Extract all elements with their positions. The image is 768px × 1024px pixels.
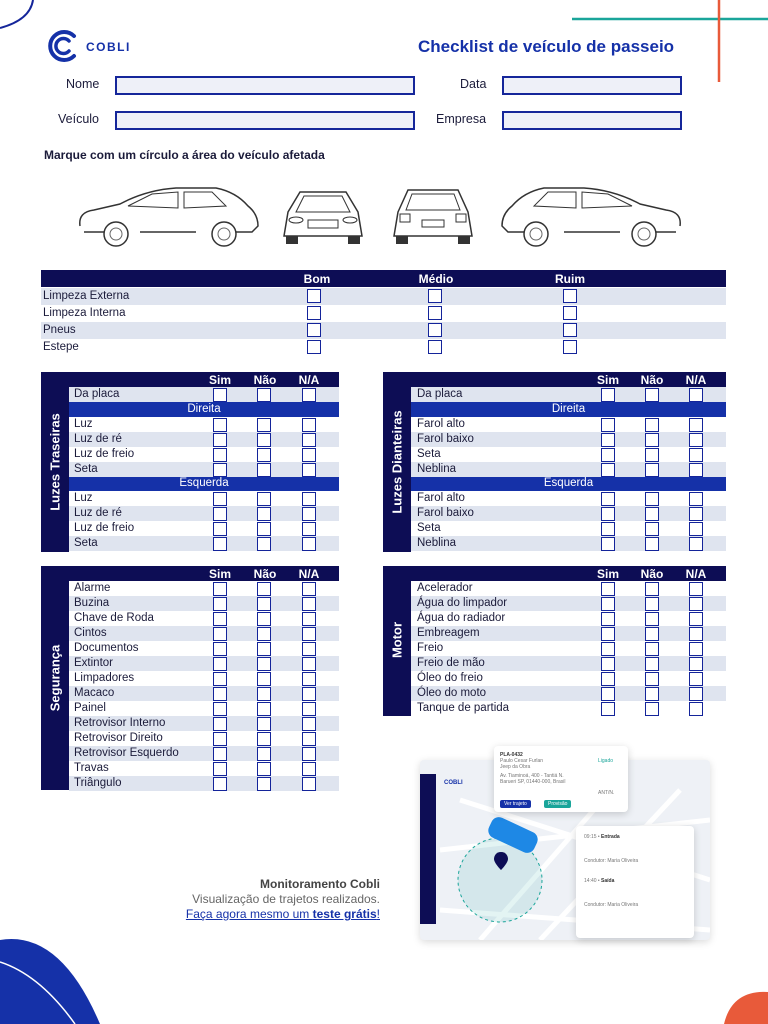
front_lights-checkbox-r1-2[interactable] [689,433,703,447]
rear-lights-title: Luzes Traseiras [47,413,63,511]
safety-checkbox-10-2[interactable] [302,732,316,746]
front_lights-checkbox-top-0[interactable] [601,388,615,402]
rear_lights-checkbox-r0-2[interactable] [302,418,316,432]
safety-row-13: Triângulo [74,777,122,789]
rear_lights-checkbox-r3-1[interactable] [257,463,271,477]
checkbox-ruim-2[interactable] [563,323,577,337]
front_lights-checkbox-l2-0[interactable] [601,522,615,536]
safety-checkbox-2-2[interactable] [302,612,316,626]
safety-checkbox-10-0[interactable] [213,732,227,746]
front_lights-checkbox-r1-1[interactable] [645,433,659,447]
safety-checkbox-4-2[interactable] [302,642,316,656]
front-col-sim: Sim [596,373,619,387]
engine-checkbox-1-1[interactable] [645,597,659,611]
map-pin-icon [494,852,508,875]
instruction-text: Marque com um círculo a área do veículo afetada [44,148,325,162]
engine-row-7: Óleo do moto [417,687,487,699]
rear_lights-checkbox-r1-1[interactable] [257,433,271,447]
engine-row-8: Tanque de partida [417,702,510,714]
trip-exit: 14:40 • Saída [584,878,615,884]
front_lights-row-r0: Farol alto [417,418,465,430]
promo-title: Monitoramento Cobli [260,877,380,891]
front_lights-checkbox-l1-1[interactable] [645,507,659,521]
safety-row-3: Cintos [74,627,107,639]
engine-checkbox-6-2[interactable] [689,672,703,686]
trip-entry: 09:15 • Entrada [584,834,620,840]
safety-checkbox-7-2[interactable] [302,687,316,701]
nome-label: Nome [66,77,100,91]
rear_lights-row-r3: Seta [74,463,98,475]
engine-checkbox-8-1[interactable] [645,702,659,716]
safety-checkbox-11-2[interactable] [302,747,316,761]
engine-checkbox-4-0[interactable] [601,642,615,656]
car-right-side-drawing [498,184,684,250]
rear_lights-row-l0: Luz [74,492,93,504]
rear_lights-checkbox-l3-2[interactable] [302,537,316,551]
nome-field[interactable] [115,76,415,95]
safety-checkbox-10-1[interactable] [257,732,271,746]
front_lights-row-top: Da placa [417,388,463,400]
front_lights-checkbox-l2-1[interactable] [645,522,659,536]
rear-left-label: Esquerda [179,477,229,489]
safety-row-10: Retrovisor Direito [74,732,163,744]
safety-row-9: Retrovisor Interno [74,717,166,729]
engine-checkbox-3-0[interactable] [601,627,615,641]
front_lights-checkbox-r3-0[interactable] [601,463,615,477]
rear_lights-checkbox-top-0[interactable] [213,388,227,402]
popup-vehicle: Jeep da Obra [500,764,531,770]
front_lights-checkbox-l1-0[interactable] [601,507,615,521]
condition-header [41,270,726,287]
checkbox-bom-2[interactable] [307,323,321,337]
safety-checkbox-2-0[interactable] [213,612,227,626]
rear_lights-checkbox-l2-1[interactable] [257,522,271,536]
engine-checkbox-4-2[interactable] [689,642,703,656]
row-pneus: Pneus [43,324,76,336]
rear_lights-row-r1: Luz de ré [74,433,122,445]
front_lights-checkbox-top-2[interactable] [689,388,703,402]
rear_lights-checkbox-l0-0[interactable] [213,492,227,506]
app-brand: COBLI [444,780,463,786]
col-ruim: Ruim [555,272,585,286]
safety-checkbox-12-1[interactable] [257,762,271,776]
front-left-label: Esquerda [543,477,594,489]
safety-checkbox-6-2[interactable] [302,672,316,686]
checkbox-ruim-0[interactable] [563,289,577,303]
front_lights-checkbox-l0-0[interactable] [601,492,615,506]
rear_lights-checkbox-l1-0[interactable] [213,507,227,521]
front_lights-row-l0: Farol alto [417,492,465,504]
safety-row-12: Travas [74,762,109,774]
rear_lights-checkbox-l3-1[interactable] [257,537,271,551]
front_lights-row-r3: Neblina [417,463,456,475]
safety-checkbox-11-0[interactable] [213,747,227,761]
safety-checkbox-13-1[interactable] [257,777,271,791]
rear_lights-checkbox-l1-1[interactable] [257,507,271,521]
engine-checkbox-2-1[interactable] [645,612,659,626]
safety-row-0: Alarme [74,582,111,594]
popup-status-on: Ligado [598,758,614,764]
safety-checkbox-11-1[interactable] [257,747,271,761]
safety-checkbox-12-0[interactable] [213,762,227,776]
trip-card [576,826,694,938]
engine-checkbox-6-1[interactable] [645,672,659,686]
safety-checkbox-12-2[interactable] [302,762,316,776]
engine-checkbox-4-1[interactable] [645,642,659,656]
safety-checkbox-3-0[interactable] [213,627,227,641]
popup-driver: Paulo Cesar Furlan [500,758,544,764]
front_lights-row-r1: Farol baixo [417,433,474,445]
front-right-label: Direita [551,403,586,415]
engine-row-1: Água do limpador [417,597,508,609]
engine-checkbox-2-0[interactable] [601,612,615,626]
veiculo-field[interactable] [115,111,415,130]
safety-checkbox-9-1[interactable] [257,717,271,731]
engine-checkbox-0-1[interactable] [645,582,659,596]
rear_lights-checkbox-top-1[interactable] [257,388,271,402]
veiculo-label: Veículo [58,112,100,126]
rear_lights-checkbox-l3-0[interactable] [213,537,227,551]
trip-exit-driver: Condutor: Maria Oliveira [584,902,639,908]
app-sidebar [420,774,436,924]
safety-title: Segurança [47,644,63,712]
bottom-right-blob [724,992,768,1024]
checkbox-bom-3[interactable] [307,340,321,354]
row-limpeza-interna: Limpeza Interna [43,307,126,319]
rear_lights-checkbox-l1-2[interactable] [302,507,316,521]
rear_lights-checkbox-l2-2[interactable] [302,522,316,536]
safety-row-8: Painel [74,702,106,714]
safety-checkbox-1-1[interactable] [257,597,271,611]
safety-col-sim: Sim [208,567,231,581]
safety-col-nao: Não [253,567,277,581]
safety-row-4: Documentos [74,642,139,654]
rear_lights-checkbox-r3-2[interactable] [302,463,316,477]
engine-checkbox-1-0[interactable] [601,597,615,611]
engine-checkbox-8-0[interactable] [601,702,615,716]
rear_lights-checkbox-r1-2[interactable] [302,433,316,447]
front_lights-checkbox-l0-1[interactable] [645,492,659,506]
engine-row-4: Freio [417,642,444,654]
rear-right-label: Direita [187,403,221,415]
safety-checkbox-8-1[interactable] [257,702,271,716]
safety-row-1: Buzina [74,597,110,609]
checkbox-bom-1[interactable] [307,306,321,320]
engine-checkbox-0-2[interactable] [689,582,703,596]
engine-col-sim: Sim [596,567,619,581]
engine-row-0: Acelerador [417,582,473,594]
safety-checkbox-8-2[interactable] [302,702,316,716]
front_lights-checkbox-l2-2[interactable] [689,522,703,536]
rear-col-sim: Sim [208,373,231,387]
engine-checkbox-0-0[interactable] [601,582,615,596]
engine-checkbox-3-1[interactable] [645,627,659,641]
rear_lights-checkbox-r2-0[interactable] [213,448,227,462]
empresa-label: Empresa [436,112,487,126]
safety-checkbox-1-2[interactable] [302,597,316,611]
engine-col-nao: Não [640,567,664,581]
front_lights-checkbox-r1-0[interactable] [601,433,615,447]
rear_lights-row-l3: Seta [74,537,98,549]
bottom-left-wave [0,939,100,1024]
front_lights-row-l1: Farol baixo [417,507,474,519]
safety-row-6: Limpadores [74,672,135,684]
checkbox-medio-1[interactable] [428,306,442,320]
checkbox-ruim-3[interactable] [563,340,577,354]
safety-checkbox-2-1[interactable] [257,612,271,626]
front_lights-row-l2: Seta [417,522,441,534]
front_lights-row-l3: Neblina [417,537,456,549]
checkbox-medio-2[interactable] [428,323,442,337]
safety-checkbox-0-1[interactable] [257,582,271,596]
top-left-arc [0,0,33,28]
front_lights-checkbox-r2-0[interactable] [601,448,615,462]
col-medio: Médio [418,272,454,286]
safety-checkbox-13-2[interactable] [302,777,316,791]
front_lights-checkbox-r0-1[interactable] [645,418,659,432]
safety-checkbox-5-1[interactable] [257,657,271,671]
engine-checkbox-8-2[interactable] [689,702,703,716]
engine-row-6: Óleo do freio [417,672,483,684]
popup-route-button[interactable]: Ver trajeto [500,800,531,808]
rear-col-nao: Não [253,373,277,387]
rear_lights-checkbox-l2-0[interactable] [213,522,227,536]
front_lights-checkbox-r2-1[interactable] [645,448,659,462]
front-col-nao: Não [640,373,664,387]
front_lights-checkbox-r0-0[interactable] [601,418,615,432]
rear_lights-checkbox-r2-1[interactable] [257,448,271,462]
safety-checkbox-0-0[interactable] [213,582,227,596]
safety-checkbox-3-2[interactable] [302,627,316,641]
car-rear-drawing [388,186,478,248]
safety-checkbox-9-2[interactable] [302,717,316,731]
rear_lights-row-r2: Luz de freio [74,448,135,460]
front_lights-checkbox-top-1[interactable] [645,388,659,402]
row-estepe: Estepe [43,341,79,353]
safety-checkbox-4-1[interactable] [257,642,271,656]
brand-name: COBLI [86,40,131,54]
safety-col-na: N/A [298,567,320,581]
car-left-side-drawing [76,184,262,250]
rear-col-na: N/A [298,373,320,387]
safety-checkbox-7-0[interactable] [213,687,227,701]
rear_lights-checkbox-r0-0[interactable] [213,418,227,432]
engine-row-3: Embreagem [417,627,480,639]
safety-checkbox-8-0[interactable] [213,702,227,716]
rear_lights-row-l2: Luz de freio [74,522,135,534]
safety-row-2: Chave de Roda [74,612,154,624]
rear_lights-checkbox-r0-1[interactable] [257,418,271,432]
safety-checkbox-13-0[interactable] [213,777,227,791]
engine-col-na: N/A [685,567,707,581]
safety-checkbox-6-0[interactable] [213,672,227,686]
front_lights-checkbox-l3-2[interactable] [689,537,703,551]
safety-checkbox-0-2[interactable] [302,582,316,596]
safety-row-11: Retrovisor Esquerdo [74,747,179,759]
rear_lights-checkbox-l0-1[interactable] [257,492,271,506]
engine-checkbox-3-2[interactable] [689,627,703,641]
front-lights-title: Luzes Dianteiras [389,410,405,514]
popup-address: Av. Tiaminoá, 400 - Tantiá N. Barueri SP, 01440-000, Brasil [500,773,566,785]
engine-checkbox-5-2[interactable] [689,657,703,671]
safety-row-7: Macaco [74,687,115,699]
front_lights-checkbox-r3-2[interactable] [689,463,703,477]
cobli-logo-icon [44,28,80,64]
brand-logo [44,28,80,69]
safety-checkbox-1-0[interactable] [213,597,227,611]
front_lights-checkbox-r2-2[interactable] [689,448,703,462]
engine-checkbox-5-0[interactable] [601,657,615,671]
rear_lights-row-top: Da placa [74,388,120,400]
engine-checkbox-6-0[interactable] [601,672,615,686]
vehicle-popup [494,746,628,812]
engine-title: Motor [389,621,405,659]
trip-entry-driver: Condutor: Maria Oliveira [584,858,639,864]
safety-checkbox-5-2[interactable] [302,657,316,671]
safety-checkbox-3-1[interactable] [257,627,271,641]
engine-checkbox-2-2[interactable] [689,612,703,626]
popup-plate: PLA-0432 [500,752,523,758]
row-limpeza-externa: Limpeza Externa [43,290,130,302]
safety-checkbox-5-0[interactable] [213,657,227,671]
engine-checkbox-7-1[interactable] [645,687,659,701]
rear_lights-checkbox-l0-2[interactable] [302,492,316,506]
data-field[interactable] [502,76,682,95]
front_lights-checkbox-l0-2[interactable] [689,492,703,506]
page-title: Checklist de veículo de passeio [418,37,675,56]
front_lights-checkbox-l3-0[interactable] [601,537,615,551]
car-front-drawing [278,186,368,248]
checkbox-bom-0[interactable] [307,289,321,303]
safety-checkbox-4-0[interactable] [213,642,227,656]
col-bom: Bom [303,272,331,286]
engine-checkbox-5-1[interactable] [645,657,659,671]
engine-checkbox-7-2[interactable] [689,687,703,701]
promo-cta-link[interactable]: Faça agora mesmo um teste grátis! [185,907,380,921]
engine-row-2: Água do radiador [417,612,506,624]
front_lights-checkbox-l1-2[interactable] [689,507,703,521]
front_lights-checkbox-r0-2[interactable] [689,418,703,432]
rear_lights-checkbox-top-2[interactable] [302,388,316,402]
checkbox-ruim-1[interactable] [563,306,577,320]
checkbox-medio-3[interactable] [428,340,442,354]
front_lights-row-r2: Seta [417,448,441,460]
rear_lights-checkbox-r1-0[interactable] [213,433,227,447]
rear_lights-checkbox-r2-2[interactable] [302,448,316,462]
rear_lights-row-r0: Luz [74,418,93,430]
safety-checkbox-9-0[interactable] [213,717,227,731]
data-label: Data [460,77,487,91]
rear_lights-row-l1: Luz de ré [74,507,122,519]
safety-checkbox-7-1[interactable] [257,687,271,701]
front-col-na: N/A [685,373,707,387]
engine-row-5: Freio de mão [417,657,485,669]
empresa-field[interactable] [502,111,682,130]
popup-provision-button[interactable]: Provisão [544,800,571,808]
rear_lights-checkbox-r3-0[interactable] [213,463,227,477]
engine-checkbox-1-2[interactable] [689,597,703,611]
promo-subtitle: Visualização de trajetos realizados. [192,892,380,906]
popup-status-2: ANT/N. [598,790,615,796]
checkbox-medio-0[interactable] [428,289,442,303]
front_lights-checkbox-l3-1[interactable] [645,537,659,551]
front_lights-checkbox-r3-1[interactable] [645,463,659,477]
safety-checkbox-6-1[interactable] [257,672,271,686]
engine-checkbox-7-0[interactable] [601,687,615,701]
safety-row-5: Extintor [74,657,113,669]
